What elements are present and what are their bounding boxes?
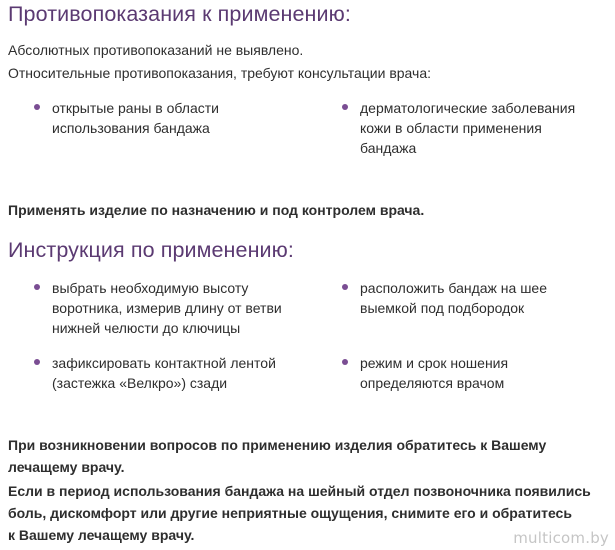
contraindication-item-wounds	[34, 98, 304, 138]
footer-questions-line2: лечащему врачу.	[8, 459, 125, 475]
absolute-contraindications-text: Абсолютных противопоказаний не выявлено.	[8, 42, 304, 58]
bullet-dot-icon	[34, 284, 40, 290]
bullet-dot-icon	[34, 359, 40, 365]
item-line: зафиксировать контактной лентой	[52, 355, 276, 371]
contraindication-item-dermatological	[342, 98, 612, 158]
bullet-dot-icon	[342, 104, 348, 110]
item-line: бандажа	[360, 140, 417, 156]
instruction-item-fasten	[34, 353, 304, 393]
item-line: использования бандажа	[52, 120, 210, 136]
item-line: определяются врачом	[360, 375, 505, 391]
item-line: выемкой под подбородок	[360, 300, 525, 316]
bullet-dot-icon	[34, 104, 40, 110]
instructions-heading: Инструкция по применению:	[8, 238, 294, 262]
relative-contraindications-text: Относительные противопоказания, требуют консультации врача:	[8, 65, 431, 81]
instruction-item-position	[342, 278, 612, 318]
item-line: выбрать необходимую высоту	[52, 280, 249, 296]
instruction-item-wear-mode	[342, 353, 612, 393]
bullet-dot-icon	[342, 359, 348, 365]
footer-questions-line1: При возникновении вопросов по применению изделия обратитесь к Вашему	[8, 437, 547, 453]
site-watermark: multicom.by	[513, 529, 609, 547]
footer-discomfort-line3: к Вашему лечащему врачу.	[8, 527, 195, 543]
footer-discomfort-line1: Если в период использования бандажа на шейный отдел позвоночника появились	[8, 483, 591, 499]
item-line: дерматологические заболевания	[360, 100, 576, 116]
item-line: расположить бандаж на шее	[360, 280, 548, 296]
item-line: воротника, измерив длину от ветви	[52, 300, 282, 316]
item-line: (застежка «Велкро») сзади	[52, 375, 228, 391]
item-line: нижней челюсти до ключицы	[52, 320, 241, 336]
usage-control-note: Применять изделие по назначению и под контролем врача.	[8, 202, 425, 218]
item-line: кожи в области применения	[360, 120, 542, 136]
instruction-item-height	[34, 278, 304, 338]
item-line: открытые раны в области	[52, 100, 219, 116]
item-line: режим и срок ношения	[360, 355, 509, 371]
footer-discomfort-line2: боль, дискомфорт или другие неприятные ощущения, снимите его и обратитесь	[8, 505, 572, 521]
contraindications-heading: Противопоказания к применению:	[8, 2, 351, 26]
bullet-dot-icon	[342, 284, 348, 290]
